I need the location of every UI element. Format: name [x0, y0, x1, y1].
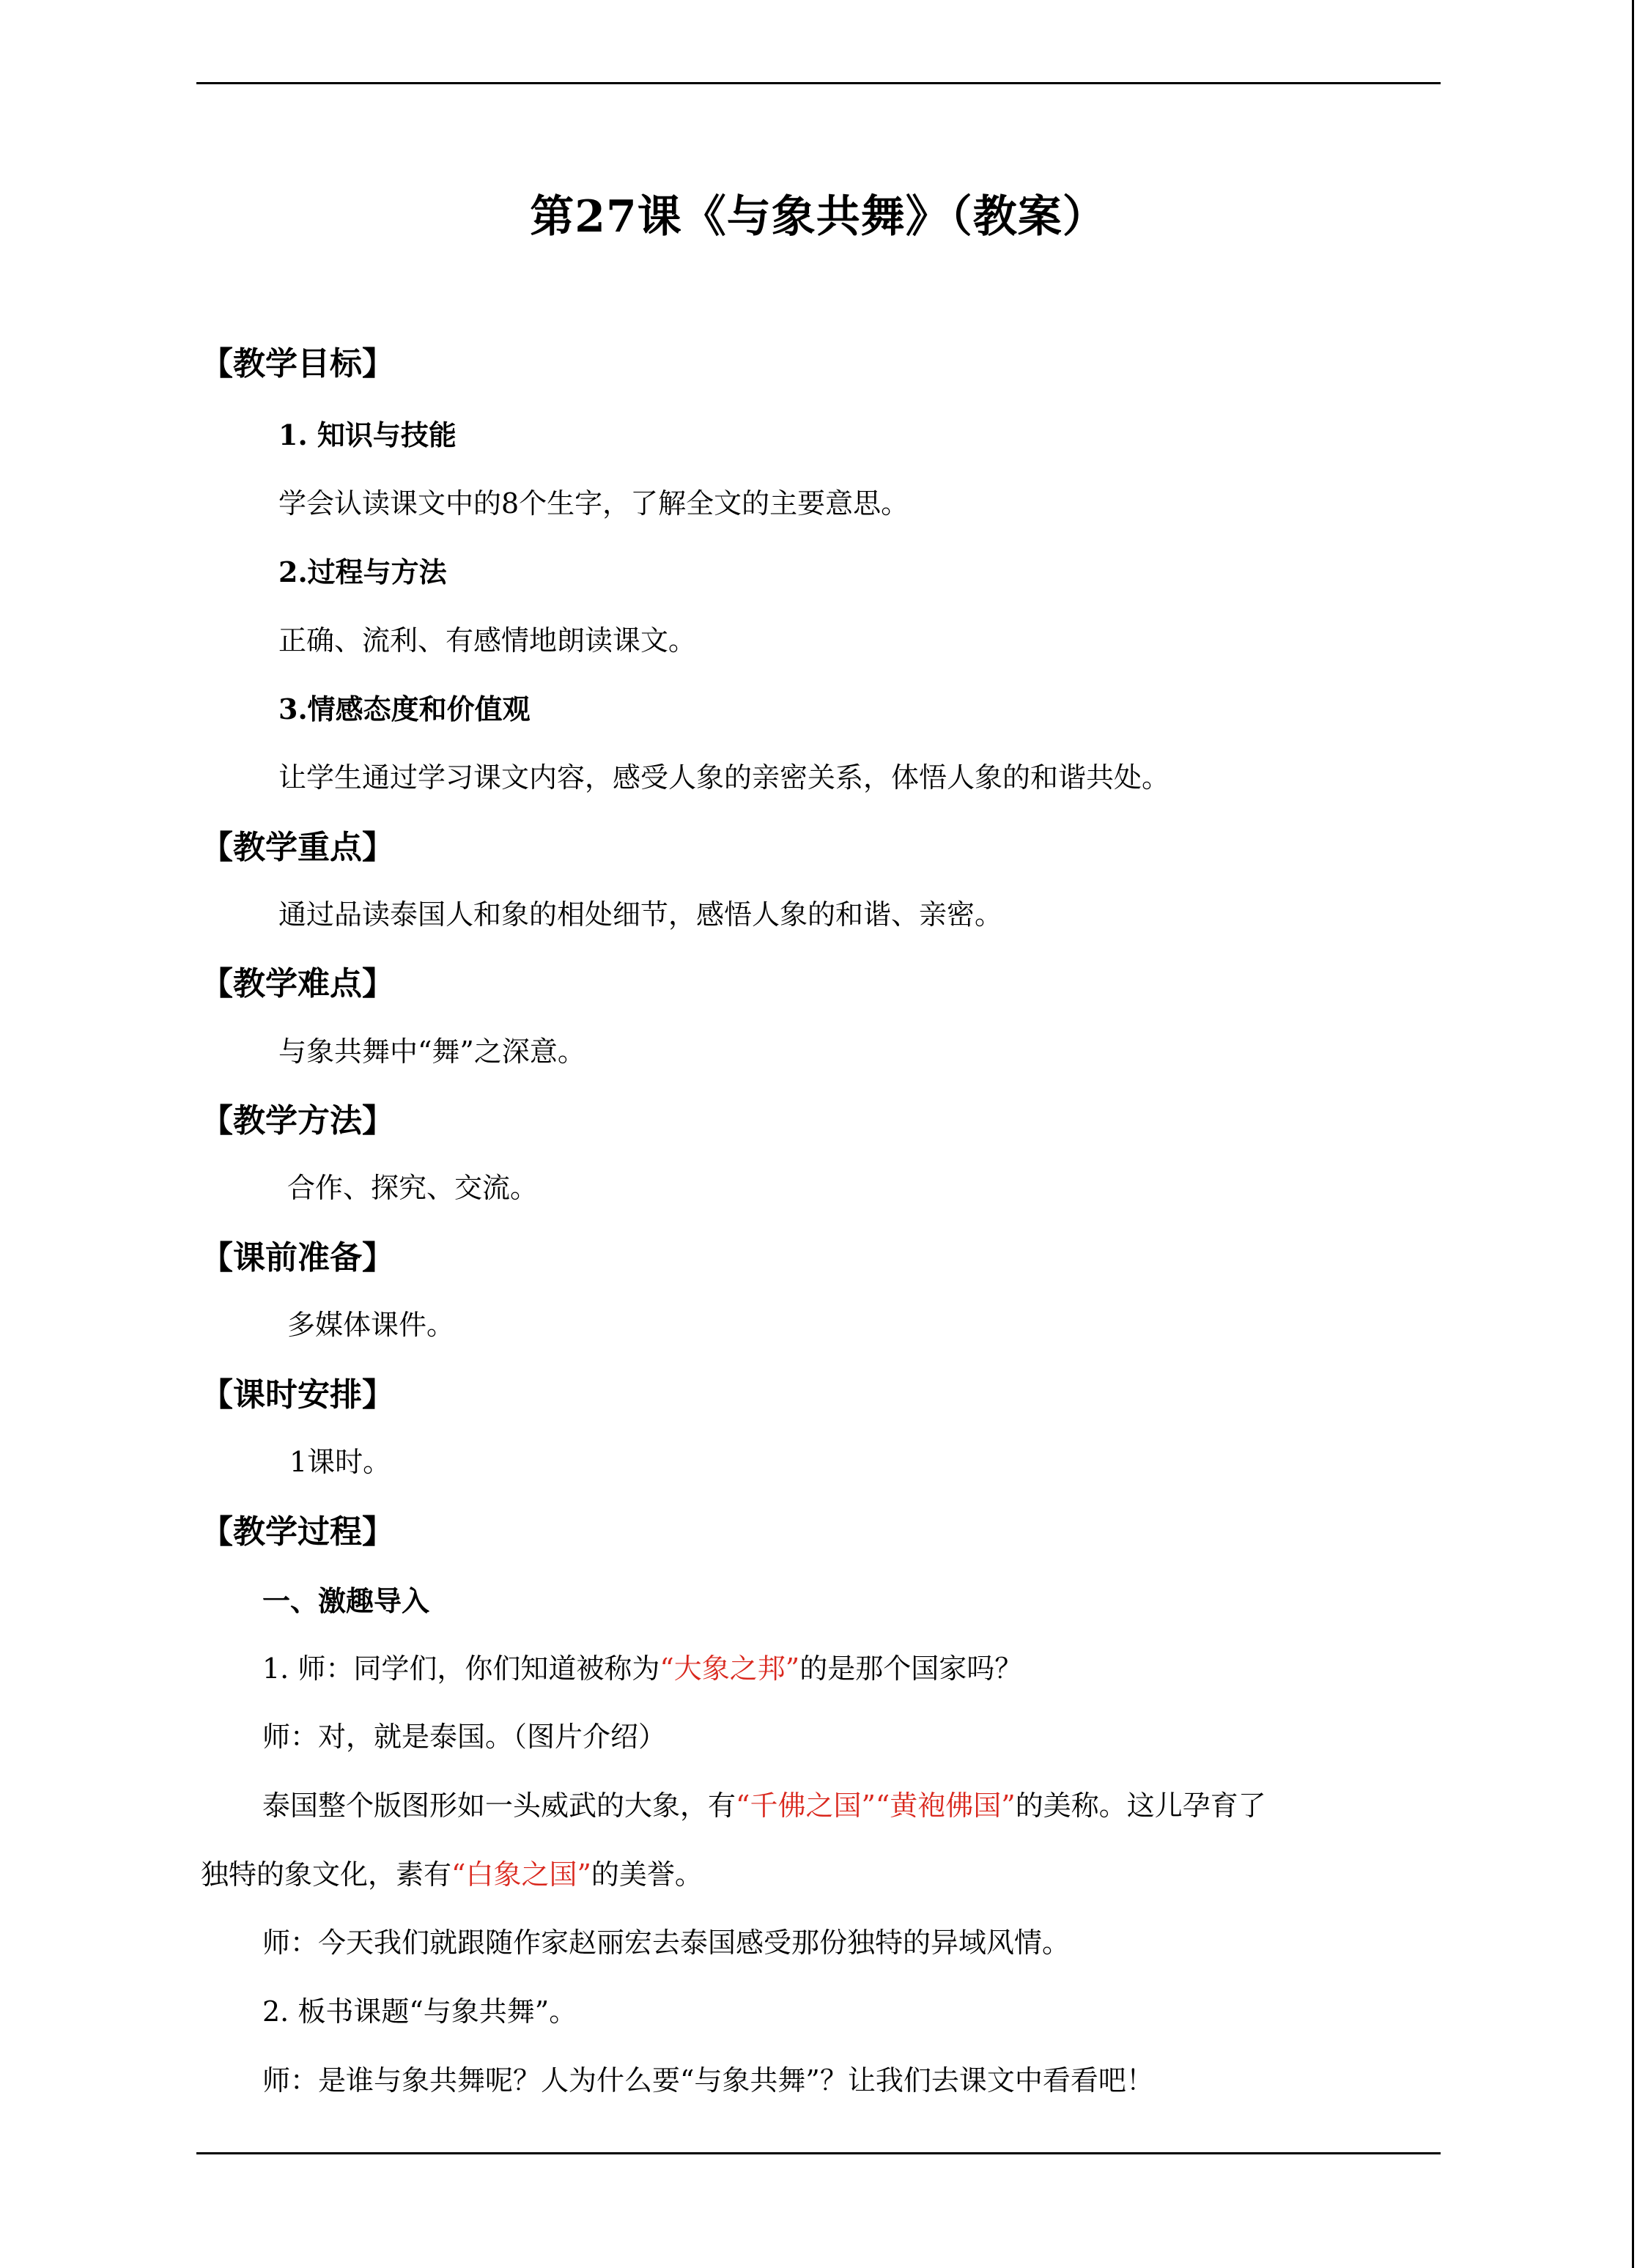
text-difficult-points: 与象共舞中“舞”之深意。: [278, 1035, 585, 1068]
paragraph-thailand-intro-continued: [201, 1852, 703, 1892]
heading-teaching-goals: 【教学目标】: [201, 345, 394, 383]
paragraph-question-elephant-country: [262, 1646, 1022, 1686]
highlight-elephant-country: “大象之邦”: [659, 1652, 800, 1685]
subheading-warm-up: 一、激趣导入: [262, 1584, 430, 1617]
highlight-yellow-robe: “黄袍佛国”: [875, 1789, 1016, 1822]
text-knowledge-skills: 学会认读课文中的8个生字，了解全文的主要意思。: [278, 487, 909, 520]
paragraph-thailand-intro: [262, 1783, 1266, 1823]
heading-schedule: 【课时安排】: [201, 1376, 394, 1414]
highlight-white-elephant: “白象之国”: [451, 1858, 591, 1891]
paragraph-who-dances: 师：是谁与象共舞呢？人为什么要“与象共舞”？让我们去课文中看看吧！: [262, 2064, 1154, 2097]
text-key-points: 通过品读泰国人和象的相处细节，感悟人象的和谐、亲密。: [278, 898, 1003, 931]
footer-rule: [196, 2152, 1441, 2154]
heading-preparation: 【课前准备】: [201, 1239, 394, 1277]
heading-difficult-points: 【教学难点】: [201, 965, 394, 1002]
paragraph-follow-author: 师：今天我们就跟随作家赵丽宏去泰国感受那份独特的异域风情。: [262, 1927, 1071, 1959]
heading-teaching-methods: 【教学方法】: [201, 1102, 394, 1139]
text-emotion-values: 让学生通过学习课文内容，感受人象的亲密关系，体悟人象的和谐共处。: [278, 761, 1170, 794]
text-teaching-methods: 合作、探究、交流。: [287, 1172, 539, 1204]
text-schedule: 1课时。: [289, 1446, 391, 1478]
subheading-process-method: 2.过程与方法: [278, 555, 447, 588]
text-segment: 泰国整个版图形如一头威武的大象，有: [262, 1789, 736, 1822]
text-segment: 的美誉。: [591, 1858, 703, 1891]
text-segment: 的美称。这儿孕育了: [1015, 1789, 1266, 1822]
text-segment: 1. 师：同学们，你们知道被称为: [262, 1652, 660, 1685]
paragraph-answer-thailand: 师：对，就是泰国。（图片介绍）: [262, 1721, 667, 1753]
text-preparation: 多媒体课件。: [287, 1309, 455, 1341]
heading-teaching-process: 【教学过程】: [201, 1513, 394, 1551]
subheading-knowledge-skills: 1. 知识与技能: [278, 418, 457, 451]
text-process-method: 正确、流利、有感情地朗读课文。: [278, 624, 697, 657]
header-rule: [196, 82, 1441, 84]
document-title: 第27课《与象共舞》（教案）: [530, 191, 1107, 243]
paragraph-board-title: 2. 板书课题“与象共舞”。: [262, 1995, 577, 2028]
highlight-thousand-buddha: “千佛之国”: [736, 1789, 876, 1822]
heading-key-points: 【教学重点】: [201, 829, 394, 866]
subheading-emotion-values: 3.情感态度和价值观: [278, 692, 531, 725]
text-segment: 的是那个国家吗？: [799, 1652, 1023, 1685]
text-segment: 独特的象文化，素有: [201, 1858, 452, 1891]
page-border-right: [1632, 0, 1634, 2268]
